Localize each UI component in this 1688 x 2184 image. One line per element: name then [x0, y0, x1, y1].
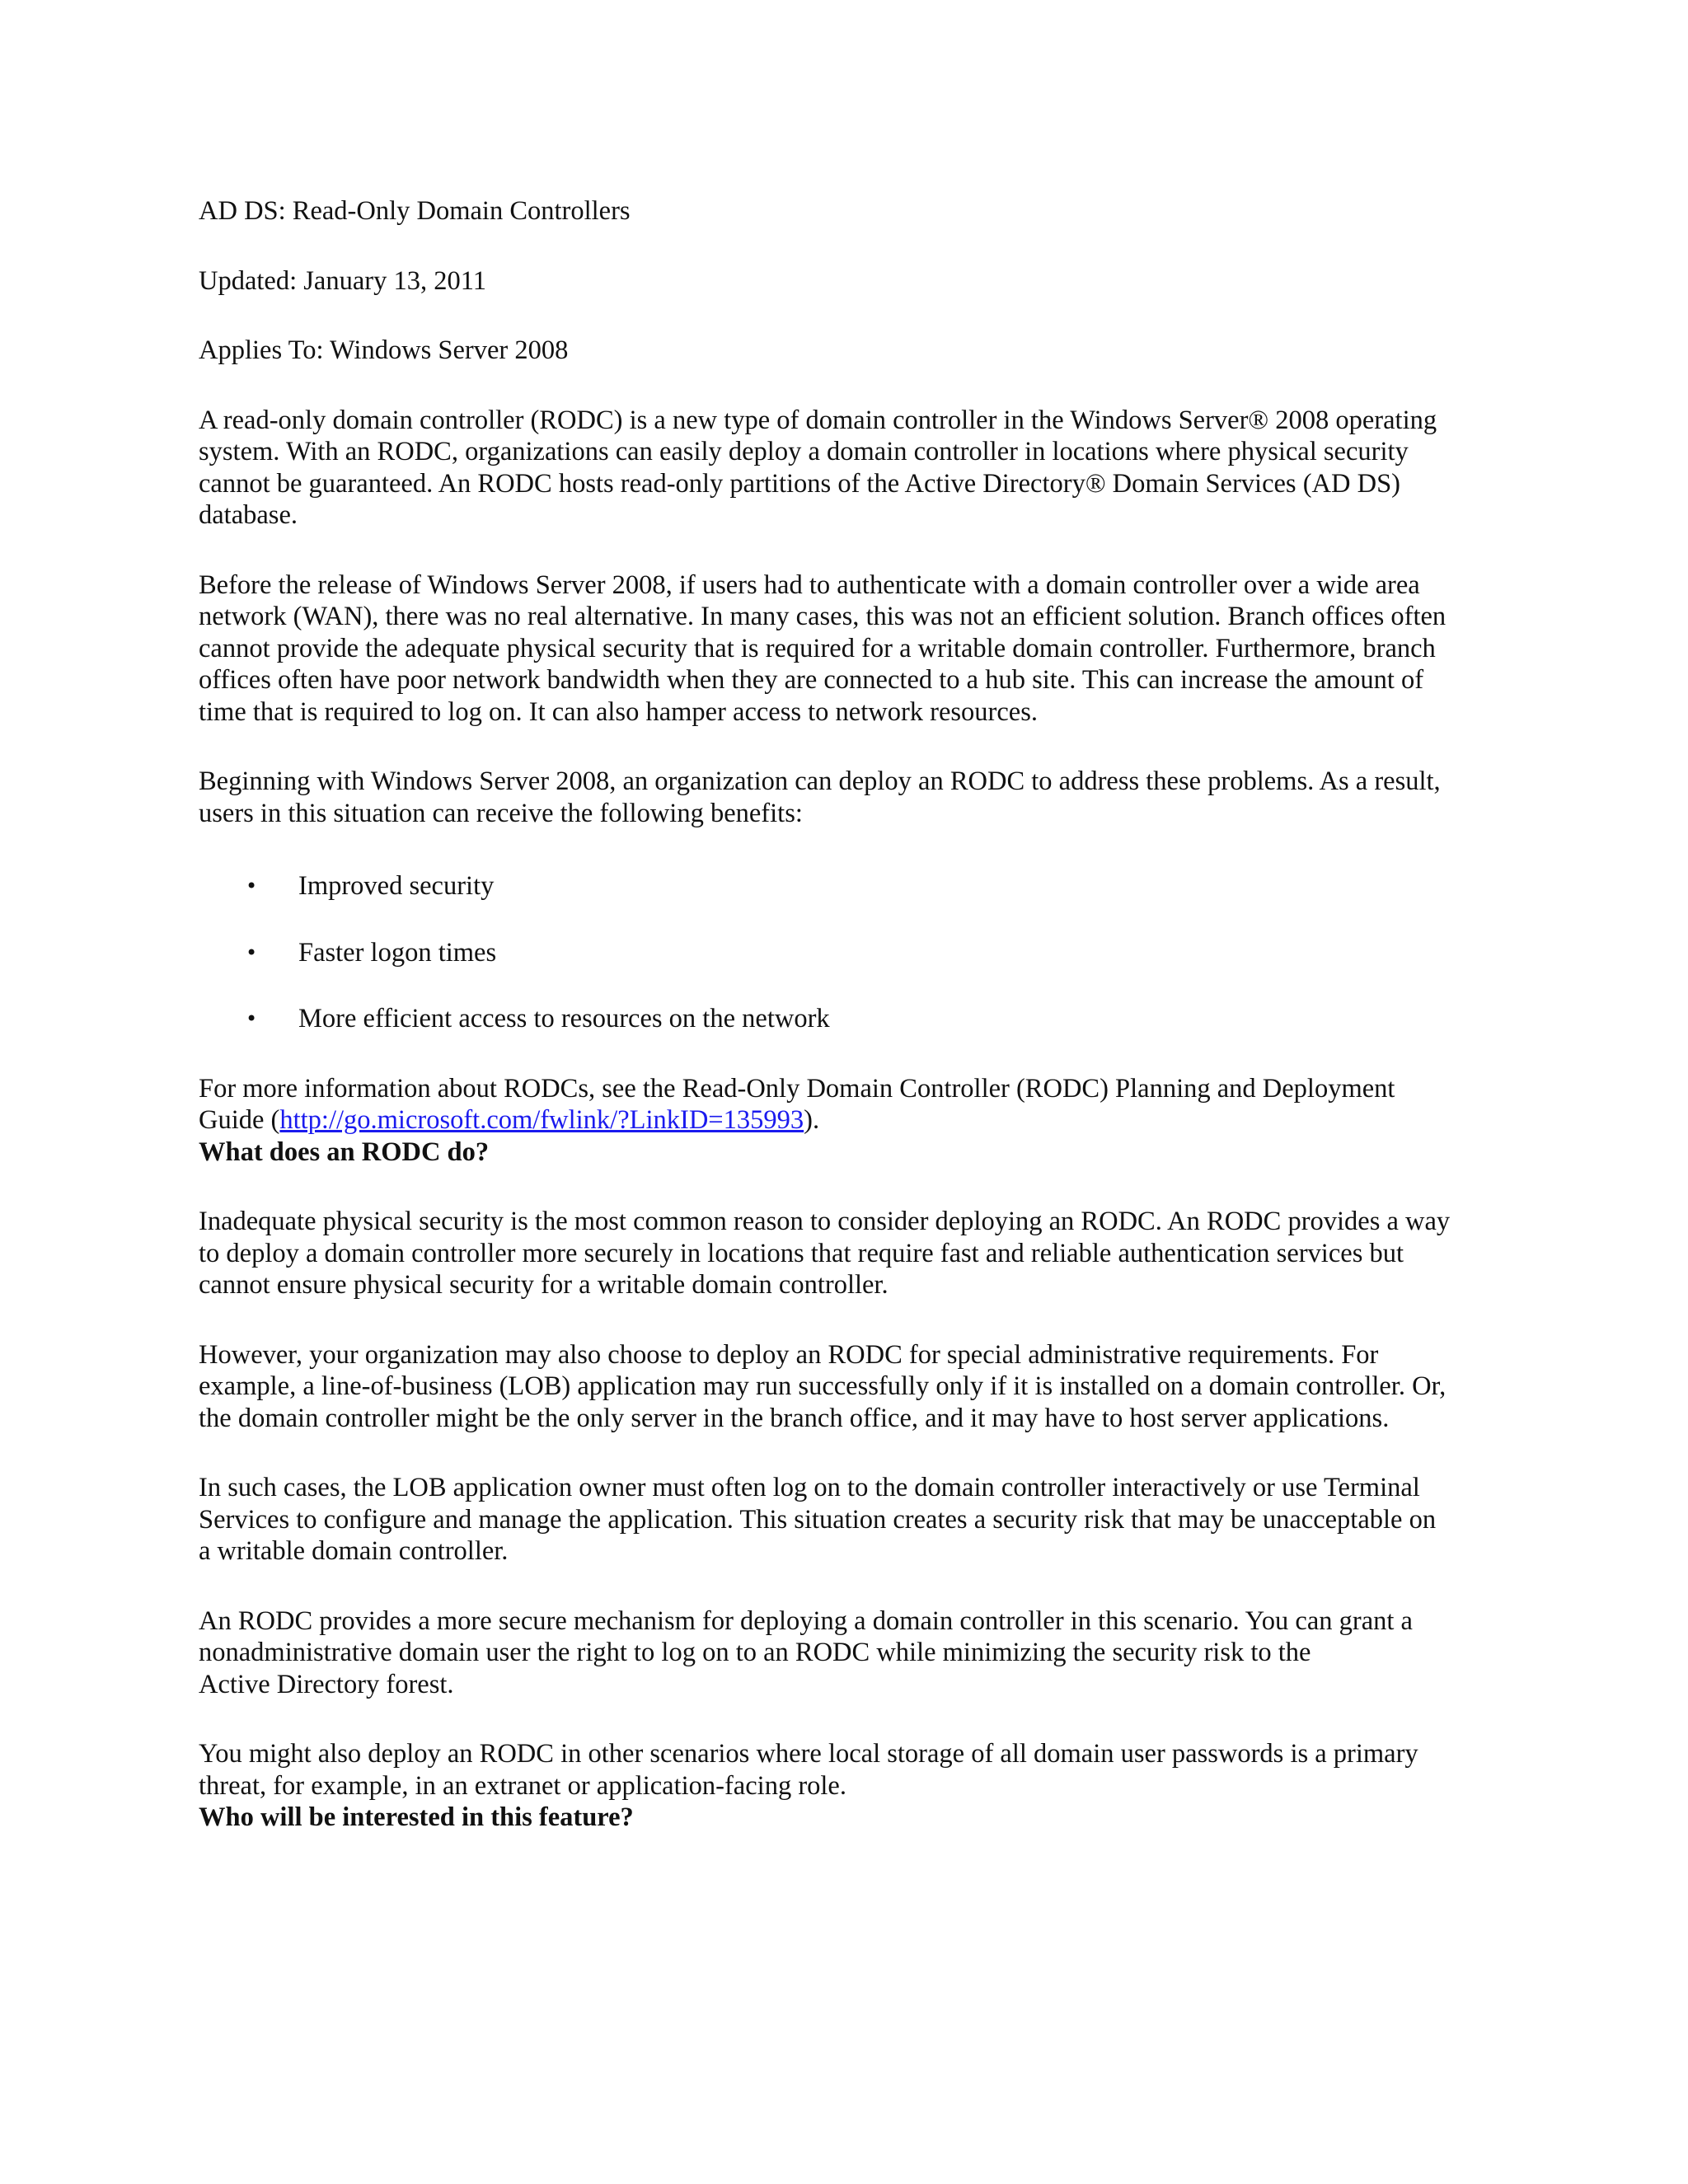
- other-scenarios-paragraph: You might also deploy an RODC in other scenarios where local storage of all domain user passwords is a primary threat, for example, in an extranet or application-facing role.: [199, 1739, 1418, 1801]
- bullet-icon: •: [246, 1007, 258, 1030]
- section-heading-who-interested: Who will be interested in this feature?: [199, 1802, 634, 1832]
- more-info-prefix: For more information about RODCs, see the Read-Only Domain Controller (RODC) Planning and Deployment Guide (: [199, 1073, 1395, 1135]
- applies-to: Applies To: Windows Server 2008: [199, 335, 569, 365]
- secure-mechanism-paragraph: An RODC provides a more secure mechanism for deploying a domain controller in this scenario. You can grant a nonadministrative domain user the right to log on to an RODC while minimizing the security risk to the Active Directory forest.: [199, 1605, 1413, 1699]
- more-info-paragraph: [199, 1073, 1517, 1137]
- list-item: [199, 1003, 1517, 1035]
- list-item: [199, 870, 1517, 902]
- bullet-icon: •: [246, 874, 258, 898]
- document-title: AD DS: Read-Only Domain Controllers: [199, 196, 631, 226]
- physical-security-paragraph: Inadequate physical security is the most common reason to consider deploying an RODC. An RODC provides a way to deploy a domain controller more securely in locations that require fast and reliable authentication services but cannot ensure physical security for a writable domain controller.: [199, 1207, 1451, 1300]
- more-info-suffix: ).: [804, 1105, 820, 1135]
- section-heading-what-does-rodc-do: What does an RODC do?: [199, 1137, 490, 1167]
- list-item-text: Improved security: [298, 871, 495, 901]
- bullet-icon: •: [246, 940, 258, 964]
- document-page: [199, 195, 1517, 1834]
- background-paragraph: Before the release of Windows Server 2008, if users had to authenticate with a domain controller over a wide area network (WAN), there was no real alternative. In many cases, this was not an efficient solution. Branch offices often cannot provide the adequate physical security that is required for a writable domain controller. Furthermore, branch offices often have poor network bandwidth when they are connected to a hub site. This can increase the amount of time that is required to log on. It can also hamper access to network resources.: [199, 569, 1447, 727]
- benefits-list: [199, 870, 1517, 1035]
- intro-paragraph: A read-only domain controller (RODC) is a new type of domain controller in the Windows Server® 2008 operating system. With an RODC, organizations can easily deploy a domain controller in locations where physical security cannot be guaranteed. An RODC hosts read-only partitions of the Active Directory® Domain Services (AD DS) database.: [199, 405, 1437, 530]
- list-item-text: More efficient access to resources on the network: [298, 1004, 830, 1033]
- list-item-text: Faster logon times: [298, 937, 497, 968]
- updated-date: Updated: January 13, 2011: [199, 265, 486, 296]
- lob-owner-paragraph: In such cases, the LOB application owner must often log on to the domain controller interactively or use Terminal Services to configure and manage the application. This situation creates a security risk that may be unacceptable on a writable domain controller.: [199, 1473, 1437, 1566]
- benefits-intro-paragraph: Beginning with Windows Server 2008, an organization can deploy an RODC to address these problems. As a result, users in this situation can receive the following benefits:: [199, 766, 1441, 828]
- list-item: [199, 937, 1517, 969]
- rodc-guide-link[interactable]: http://go.microsoft.com/fwlink/?LinkID=135993: [279, 1105, 804, 1135]
- admin-requirements-paragraph: However, your organization may also choose to deploy an RODC for special administrative requirements. For example, a line-of-business (LOB) application may run successfully only if it is installed on a domain controller. Or, the domain controller might be the only server in the branch office, and it may have to host server applications.: [199, 1339, 1447, 1433]
